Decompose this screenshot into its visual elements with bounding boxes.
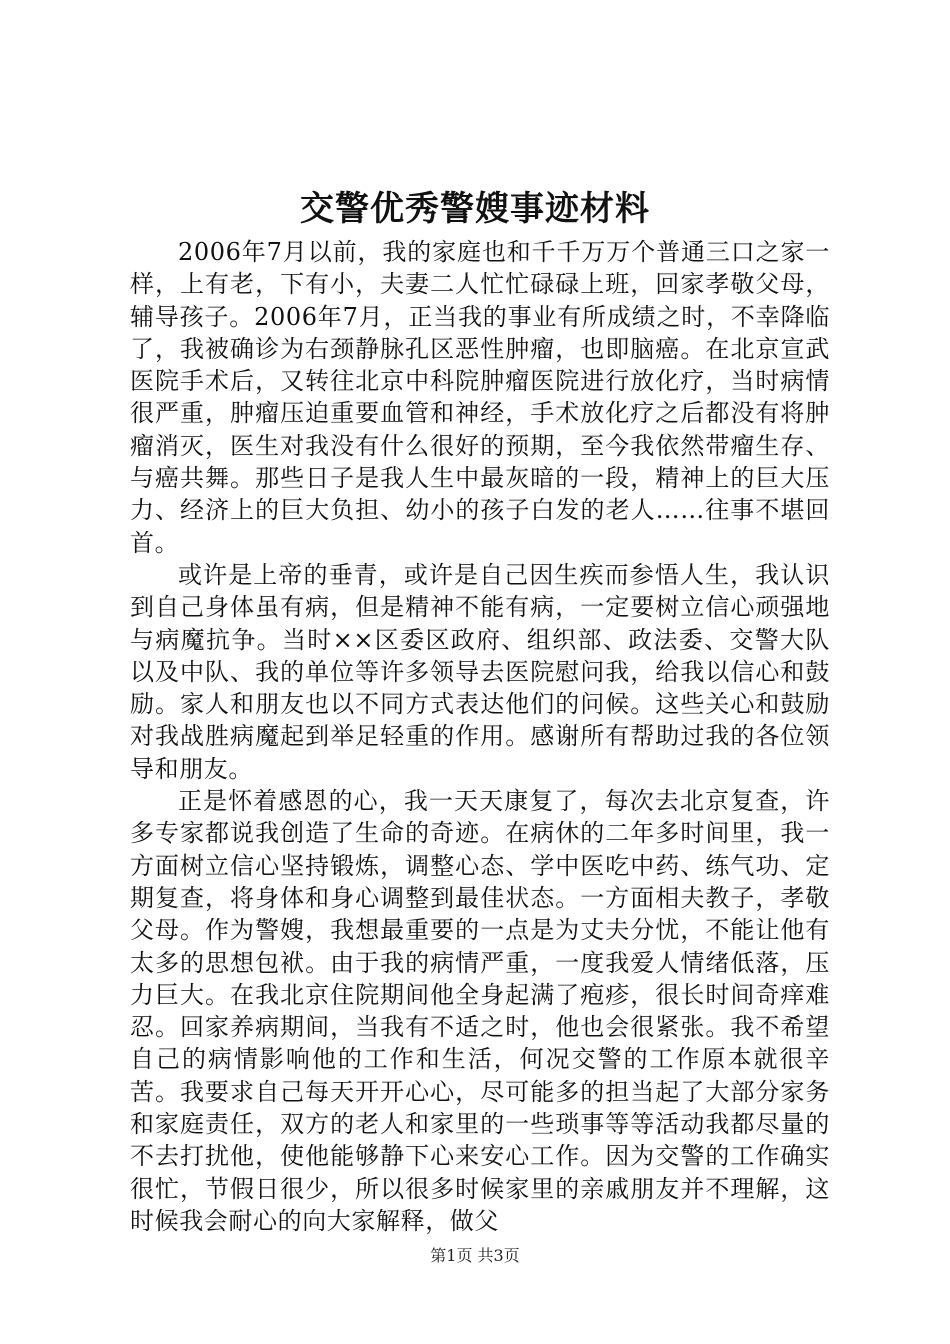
page-number-footer: 第1页 共3页	[430, 1246, 520, 1265]
paragraph-1: 2006年7月以前，我的家庭也和千千万万个普通三口之家一样，上有老，下有小，夫妻二人忙忙碌碌上班，回家孝敬父母，辅导孩子。2006年7月，正当我的事业有所成绩之时，不幸降临了，我被确诊为右颈静脉孔区恶性肿瘤，也即脑癌。在北京宣武医院手术后，又转往北京中科院肿瘤医院进行放化疗，当时病情很严重，肿瘤压迫重要血管和神经，手术放化疗之后都没有将肿瘤消灭，医生对我没有什么很好的预期，至今我依然带瘤生存、与癌共舞。那些日子是我人生中最灰暗的一段，精神上的巨大压力、经济上的巨大负担、幼小的孩子白发的老人……往事不堪回首。	[130, 238, 830, 557]
paragraph-2: 或许是上帝的垂青，或许是自己因生疾而参悟人生，我认识到自己身体虽有病，但是精神不能有病，一定要树立信心顽强地与病魔抗争。当时××区委区政府、组织部、政法委、交警大队以及中队、我的单位等许多领导去医院慰问我，给我以信心和鼓励。家人和朋友也以不同方式表达他们的问候。这些关心和鼓励对我战胜病魔起到举足轻重的作用。感谢所有帮助过我的各位领导和朋友。	[130, 560, 830, 783]
document-body	[130, 236, 830, 1237]
document-title: 交警优秀警嫂事迹材料	[300, 189, 650, 229]
paragraph-3: 正是怀着感恩的心，我一天天康复了，每次去北京复查，许多专家都说我创造了生命的奇迹。在病休的二年多时间里，我一方面树立信心坚持锻炼，调整心态、学中医吃中药、练气功、定期复查，将身体和身心调整到最佳状态。一方面相夫教子，孝敬父母。作为警嫂，我想最重要的一点是为丈夫分忧，不能让他有太多的思想包袱。由于我的病情严重，一度我爱人情绪低落，压力巨大。在我北京住院期间他全身起满了疱疹，很长时间奇痒难忍。回家养病期间，当我有不适之时，他也会很紧张。我不希望自己的病情影响他的工作和生活，何况交警的工作原本就很辛苦。我要求自己每天开开心心，尽可能多的担当起了大部分家务和家庭责任，双方的老人和家里的一些琐事等等活动我都尽量的不去打扰他，使他能够静下心来安心工作。因为交警的工作确实很忙，节假日很少，所以很多时候家里的亲戚朋友并不理解，这时候我会耐心的向大家解释，做父	[130, 787, 830, 1235]
